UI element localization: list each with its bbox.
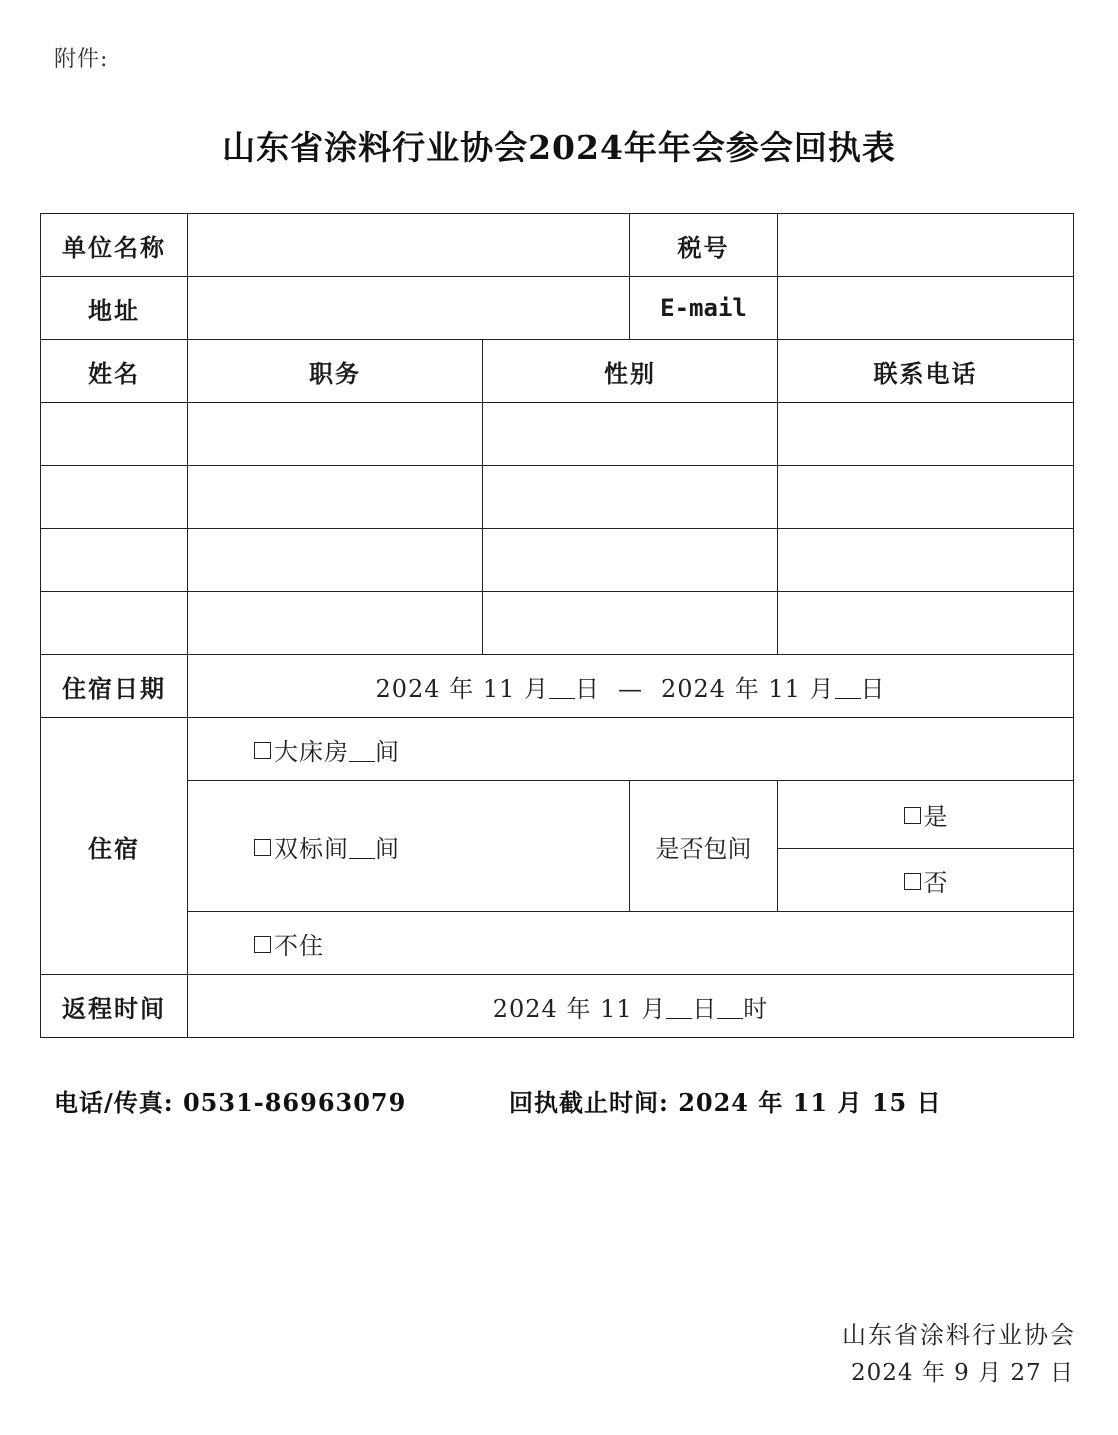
signature-date: 2024 年 9 月 27 日: [851, 1360, 1074, 1386]
private-yes-checkbox[interactable]: [904, 807, 921, 824]
option-no-stay: [188, 912, 1074, 975]
return-time-label: 返程时间: [41, 975, 188, 1038]
option-king-room: [188, 718, 1074, 781]
option-twin-room: [188, 781, 630, 912]
tax-id-field[interactable]: [778, 214, 1074, 277]
attendee-row: [41, 466, 1074, 529]
unit-name-label: 单位名称: [41, 214, 188, 277]
row-unit: [41, 214, 1074, 277]
attendee-phone-cell[interactable]: [778, 403, 1074, 466]
twin-room-label: 双标间: [274, 834, 349, 863]
attendee-gender-cell[interactable]: [483, 529, 778, 592]
attendee-row: [41, 529, 1074, 592]
stay-dates-value: [188, 655, 1074, 718]
attendee-position-cell[interactable]: [188, 529, 483, 592]
reply-deadline: 回执截止时间: 2024 年 11 月 15 日: [509, 1088, 942, 1117]
king-room-unit: 间: [375, 737, 400, 766]
gender-header: 性别: [483, 340, 778, 403]
king-room-count-blank[interactable]: [349, 741, 375, 762]
return-day-suffix: 日: [692, 994, 718, 1023]
attendee-phone-cell[interactable]: [778, 529, 1074, 592]
stay-start-day-suffix: 日: [575, 674, 600, 703]
attachment-label: 附件:: [54, 47, 109, 72]
address-field[interactable]: [188, 277, 630, 340]
option-private-no: [778, 849, 1074, 912]
attendee-name-cell[interactable]: [41, 466, 188, 529]
attendee-name-cell[interactable]: [41, 529, 188, 592]
registration-form-table: [40, 213, 1074, 1038]
name-header: 姓名: [41, 340, 188, 403]
return-time-value: [188, 975, 1074, 1038]
twin-room-count-blank[interactable]: [349, 838, 375, 859]
row-attendee-header: [41, 340, 1074, 403]
row-lodging-twin: [41, 781, 1074, 849]
date-range-separator: —: [618, 674, 643, 703]
attendee-position-cell[interactable]: [188, 592, 483, 655]
attendee-phone-cell[interactable]: [778, 592, 1074, 655]
attendee-name-cell[interactable]: [41, 592, 188, 655]
attendee-position-cell[interactable]: [188, 466, 483, 529]
private-no-label: 否: [923, 868, 948, 897]
signature-org: 山东省涂料行业协会: [842, 1321, 1076, 1349]
return-prefix: 2024 年 11 月: [492, 994, 667, 1023]
attendee-name-cell[interactable]: [41, 403, 188, 466]
attendee-phone-cell[interactable]: [778, 466, 1074, 529]
attendee-row: [41, 592, 1074, 655]
stay-end-day-suffix: 日: [860, 674, 886, 703]
no-stay-label: 不住: [274, 931, 324, 960]
twin-room-unit: 间: [375, 834, 400, 863]
stay-start-prefix: 2024 年 11 月: [375, 674, 549, 703]
attendee-gender-cell[interactable]: [483, 592, 778, 655]
return-hour-suffix: 时: [743, 994, 769, 1023]
page-title: 山东省涂料行业协会2024年年会参会回执表: [222, 128, 896, 167]
address-label: 地址: [41, 277, 188, 340]
private-room-label: 是否包间: [630, 781, 778, 912]
row-return-time: [41, 975, 1074, 1038]
row-stay-dates: [41, 655, 1074, 718]
attendee-position-cell[interactable]: [188, 403, 483, 466]
attendee-gender-cell[interactable]: [483, 466, 778, 529]
phone-header: 联系电话: [778, 340, 1074, 403]
tax-id-label: 税号: [630, 214, 778, 277]
email-field[interactable]: [778, 277, 1074, 340]
twin-room-checkbox[interactable]: [254, 839, 271, 856]
attendee-row: [41, 403, 1074, 466]
unit-name-field[interactable]: [188, 214, 630, 277]
private-no-checkbox[interactable]: [904, 873, 921, 890]
king-room-label: 大床房: [274, 737, 349, 766]
private-yes-label: 是: [923, 803, 948, 831]
stay-end-prefix: 2024 年 11 月: [661, 674, 835, 703]
option-private-yes: [778, 781, 1074, 849]
return-day-blank[interactable]: [666, 998, 692, 1019]
return-hour-blank[interactable]: [717, 998, 743, 1019]
email-label: E-mail: [630, 277, 778, 340]
lodging-label: 住宿: [41, 718, 188, 975]
position-header: 职务: [188, 340, 483, 403]
stay-dates-label: 住宿日期: [41, 655, 188, 718]
row-address: [41, 277, 1074, 340]
row-lodging-none: [41, 912, 1074, 975]
stay-start-day-blank[interactable]: [549, 678, 575, 699]
attendee-gender-cell[interactable]: [483, 403, 778, 466]
contact-phone-fax: 电话/传真: 0531-86963079: [54, 1088, 407, 1117]
row-lodging-king: [41, 718, 1074, 781]
king-room-checkbox[interactable]: [254, 742, 271, 759]
no-stay-checkbox[interactable]: [254, 936, 271, 953]
stay-end-day-blank[interactable]: [835, 678, 861, 699]
